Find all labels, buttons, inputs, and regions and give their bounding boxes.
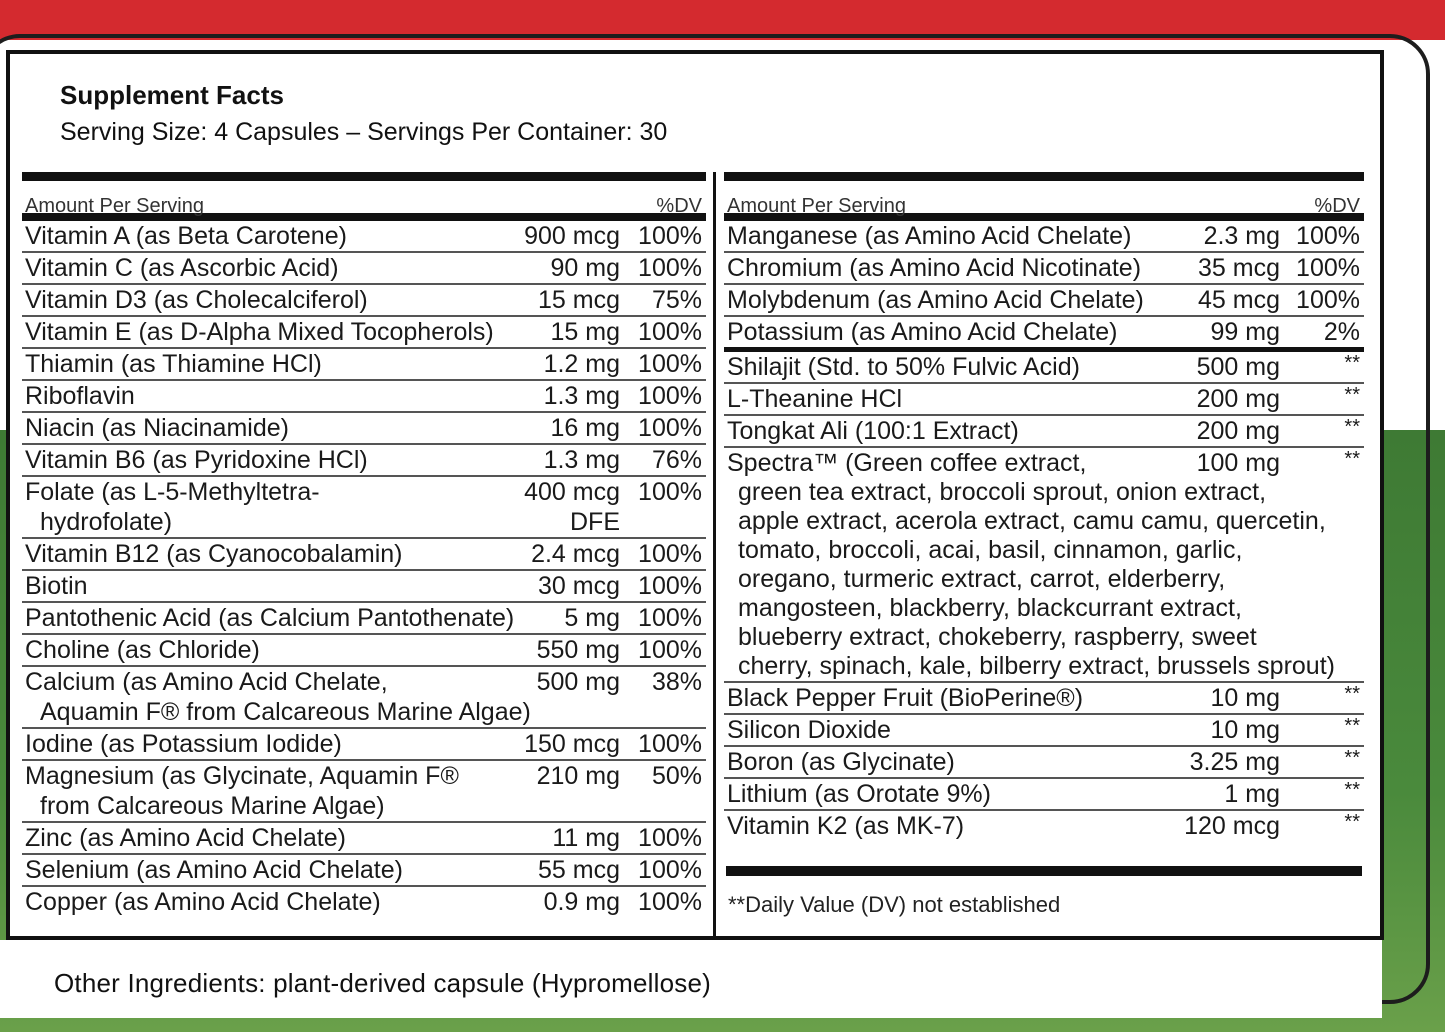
column-header	[724, 181, 1364, 221]
nutrient-name: Magnesium (as Glycinate, Aquamin F®	[25, 762, 459, 790]
spectra-dv: **	[1344, 448, 1360, 470]
nutrient-name: Zinc (as Amino Acid Chelate)	[25, 824, 346, 852]
spectra-name: Spectra™ (Green coffee extract,	[727, 449, 1087, 477]
nutrient-amount: 15 mcg	[538, 286, 620, 314]
spectra-ingredient-line: green tea extract, broccoli sprout, onion extract,	[738, 478, 1267, 506]
nutrient-amount: 10 mg	[1210, 716, 1280, 744]
nutrient-amount: 200 mg	[1196, 385, 1280, 413]
nutrient-name: L-Theanine HCl	[727, 385, 903, 413]
nutrient-amount-unit: DFE	[570, 508, 620, 536]
nutrient-dv: 100%	[638, 604, 702, 632]
spectra-row	[724, 448, 1364, 683]
spectra-ingredient-line: tomato, broccoli, acai, basil, cinnamon, garlic,	[738, 536, 1243, 564]
nutrient-name: Shilajit (Std. to 50% Fulvic Acid)	[727, 353, 1080, 381]
nutrient-dv: **	[1344, 715, 1360, 737]
nutrient-amount: 3.25 mg	[1189, 748, 1280, 776]
nutrient-row	[724, 317, 1364, 352]
nutrient-dv: 100%	[638, 382, 702, 410]
right-nutrient-list	[724, 221, 1364, 841]
nutrient-dv: 100%	[1296, 254, 1360, 282]
nutrient-dv: **	[1344, 352, 1360, 374]
dv-header: %DV	[656, 195, 702, 217]
nutrient-dv: 100%	[638, 318, 702, 346]
nutrient-name-cont: from Calcareous Marine Algae)	[40, 792, 385, 820]
nutrient-row	[22, 855, 706, 887]
nutrient-row	[22, 603, 706, 635]
nutrient-amount: 500 mg	[536, 668, 620, 696]
nutrient-dv: **	[1344, 747, 1360, 769]
nutrient-dv: 100%	[638, 636, 702, 664]
nutrient-dv: 100%	[638, 888, 702, 916]
nutrient-row	[724, 747, 1364, 779]
nutrient-name: Copper (as Amino Acid Chelate)	[25, 888, 381, 916]
nutrient-amount: 1.3 mg	[543, 446, 620, 474]
nutrient-name: Pantothenic Acid (as Calcium Pantothenate)	[25, 604, 515, 632]
nutrient-row	[724, 352, 1364, 384]
column-divider	[713, 172, 716, 936]
nutrient-amount: 550 mg	[536, 636, 620, 664]
nutrient-amount: 500 mg	[1196, 353, 1280, 381]
nutrient-dv: **	[1344, 811, 1360, 833]
nutrient-name: Lithium (as Orotate 9%)	[727, 780, 991, 808]
spectra-ingredient-line: blueberry extract, chokeberry, raspberry, sweet	[738, 623, 1257, 651]
nutrient-dv: 100%	[638, 730, 702, 758]
nutrient-name: Vitamin D3 (as Cholecalciferol)	[25, 286, 368, 314]
nutrient-name: Silicon Dioxide	[727, 716, 891, 744]
spectra-ingredient-line: cherry, spinach, kale, bilberry extract, brussels sprout)	[738, 652, 1335, 680]
nutrient-row	[22, 285, 706, 317]
nutrient-row	[22, 221, 706, 253]
nutrient-name: Vitamin B6 (as Pyridoxine HCl)	[25, 446, 368, 474]
nutrient-dv: 2%	[1323, 318, 1360, 346]
nutrient-row	[724, 683, 1364, 715]
nutrient-row	[724, 253, 1364, 285]
nutrient-amount: 99 mg	[1210, 318, 1280, 346]
nutrient-name: Boron (as Glycinate)	[727, 748, 955, 776]
other-ingredients: Other Ingredients: plant-derived capsule (Hypromellose)	[54, 968, 711, 998]
nutrient-row	[724, 285, 1364, 317]
nutrient-dv: 100%	[638, 414, 702, 442]
nutrient-name-cont: hydrofolate)	[40, 508, 173, 536]
nutrient-name: Riboflavin	[25, 382, 135, 410]
nutrient-amount: 400 mcg	[524, 478, 620, 506]
nutrient-row	[724, 221, 1364, 253]
nutrient-dv: 75%	[651, 286, 702, 314]
nutrient-row	[22, 539, 706, 571]
page-title: Supplement Facts	[60, 80, 284, 110]
nutrient-name: Tongkat Ali (100:1 Extract)	[727, 417, 1019, 445]
nutrient-dv: 100%	[638, 572, 702, 600]
nutrient-name: Vitamin K2 (as MK-7)	[727, 812, 965, 840]
nutrient-name: Vitamin E (as D-Alpha Mixed Tocopherols)	[25, 318, 494, 346]
nutrient-dv: **	[1344, 384, 1360, 406]
thick-rule	[724, 172, 1364, 181]
nutrient-name: Choline (as Chloride)	[25, 636, 260, 664]
thick-rule	[22, 172, 706, 181]
nutrient-dv: **	[1344, 683, 1360, 705]
amount-header: Amount Per Serving	[25, 195, 204, 217]
nutrient-name: Vitamin C (as Ascorbic Acid)	[25, 254, 339, 282]
nutrient-dv: 50%	[651, 762, 702, 790]
nutrient-name: Calcium (as Amino Acid Chelate,	[25, 668, 388, 696]
nutrient-name: Manganese (as Amino Acid Chelate)	[727, 222, 1132, 250]
nutrient-name: Selenium (as Amino Acid Chelate)	[25, 856, 403, 884]
nutrient-amount: 11 mg	[552, 824, 620, 852]
nutrient-row	[22, 381, 706, 413]
spectra-ingredient-line: oregano, turmeric extract, carrot, elderberry,	[738, 565, 1226, 593]
dv-header: %DV	[1314, 195, 1360, 217]
nutrient-amount: 120 mcg	[1184, 812, 1280, 840]
nutrient-dv: 100%	[638, 540, 702, 568]
nutrient-amount: 150 mcg	[524, 730, 620, 758]
nutrient-row	[22, 729, 706, 761]
nutrient-amount: 45 mcg	[1198, 286, 1280, 314]
nutrient-name: Iodine (as Potassium Iodide)	[25, 730, 342, 758]
nutrient-dv: 100%	[638, 350, 702, 378]
nutrient-dv: 100%	[1296, 222, 1360, 250]
amount-header: Amount Per Serving	[727, 195, 906, 217]
nutrient-dv: **	[1344, 779, 1360, 801]
nutrient-row	[22, 635, 706, 667]
nutrient-amount: 30 mcg	[538, 572, 620, 600]
thick-rule-bottom	[726, 866, 1362, 876]
nutrient-dv: **	[1344, 416, 1360, 438]
nutrient-dv: 100%	[638, 222, 702, 250]
nutrient-name: Chromium (as Amino Acid Nicotinate)	[727, 254, 1142, 282]
nutrient-amount: 35 mcg	[1198, 254, 1280, 282]
nutrient-row	[724, 779, 1364, 811]
nutrient-row	[22, 445, 706, 477]
nutrient-row	[724, 384, 1364, 416]
nutrient-dv: 100%	[1296, 286, 1360, 314]
left-nutrient-list	[22, 221, 706, 917]
nutrient-amount: 2.3 mg	[1203, 222, 1280, 250]
nutrient-amount: 5 mg	[564, 604, 620, 632]
nutrient-name: Folate (as L-5-Methyltetra-	[25, 478, 320, 506]
left-column	[22, 172, 706, 917]
dv-footnote: **Daily Value (DV) not established	[728, 892, 1061, 917]
nutrient-amount: 2.4 mcg	[531, 540, 620, 568]
nutrient-dv: 76%	[651, 446, 702, 474]
nutrient-row	[22, 823, 706, 855]
nutrient-row	[22, 349, 706, 381]
spectra-amount: 100 mg	[1196, 449, 1280, 477]
spectra-ingredient-line: mangosteen, blackberry, blackcurrant extract,	[738, 594, 1242, 622]
column-header	[22, 181, 706, 221]
nutrient-row	[22, 317, 706, 349]
nutrient-amount: 15 mg	[550, 318, 620, 346]
serving-info: Serving Size: 4 Capsules – Servings Per Container: 30	[60, 118, 668, 146]
nutrient-name: Thiamin (as Thiamine HCl)	[25, 350, 322, 378]
nutrient-amount: 10 mg	[1210, 684, 1280, 712]
nutrient-dv: 100%	[638, 254, 702, 282]
nutrient-name: Niacin (as Niacinamide)	[25, 414, 289, 442]
nutrient-amount: 210 mg	[536, 762, 620, 790]
nutrient-amount: 90 mg	[550, 254, 620, 282]
right-column	[724, 172, 1364, 841]
nutrient-dv: 100%	[638, 478, 702, 506]
nutrient-dv: 38%	[651, 668, 702, 696]
nutrient-row	[22, 413, 706, 445]
nutrient-row	[22, 571, 706, 603]
nutrient-name: Vitamin A (as Beta Carotene)	[25, 222, 347, 250]
nutrient-amount: 1.3 mg	[543, 382, 620, 410]
nutrient-amount: 200 mg	[1196, 417, 1280, 445]
nutrient-name: Biotin	[25, 572, 88, 600]
nutrient-row	[22, 887, 706, 917]
nutrient-row	[22, 761, 706, 823]
nutrient-amount: 900 mcg	[524, 222, 620, 250]
nutrient-name-cont: Aquamin F® from Calcareous Marine Algae)	[40, 698, 531, 726]
spectra-ingredient-line: apple extract, acerola extract, camu camu, quercetin,	[738, 507, 1326, 535]
nutrient-dv: 100%	[638, 824, 702, 852]
nutrient-name: Vitamin B12 (as Cyanocobalamin)	[25, 540, 403, 568]
nutrient-dv: 100%	[638, 856, 702, 884]
nutrient-name: Black Pepper Fruit (BioPerine®)	[727, 684, 1084, 712]
nutrient-row	[22, 253, 706, 285]
nutrient-row	[22, 667, 706, 729]
nutrient-amount: 1 mg	[1224, 780, 1280, 808]
nutrient-amount: 16 mg	[550, 414, 620, 442]
nutrient-row	[22, 477, 706, 539]
nutrient-name: Potassium (as Amino Acid Chelate)	[727, 318, 1118, 346]
nutrient-row	[724, 811, 1364, 841]
nutrient-amount: 55 mcg	[538, 856, 620, 884]
nutrient-name: Molybdenum (as Amino Acid Chelate)	[727, 286, 1144, 314]
nutrient-amount: 1.2 mg	[543, 350, 620, 378]
nutrient-row	[724, 715, 1364, 747]
nutrient-row	[724, 416, 1364, 448]
nutrient-amount: 0.9 mg	[543, 888, 620, 916]
